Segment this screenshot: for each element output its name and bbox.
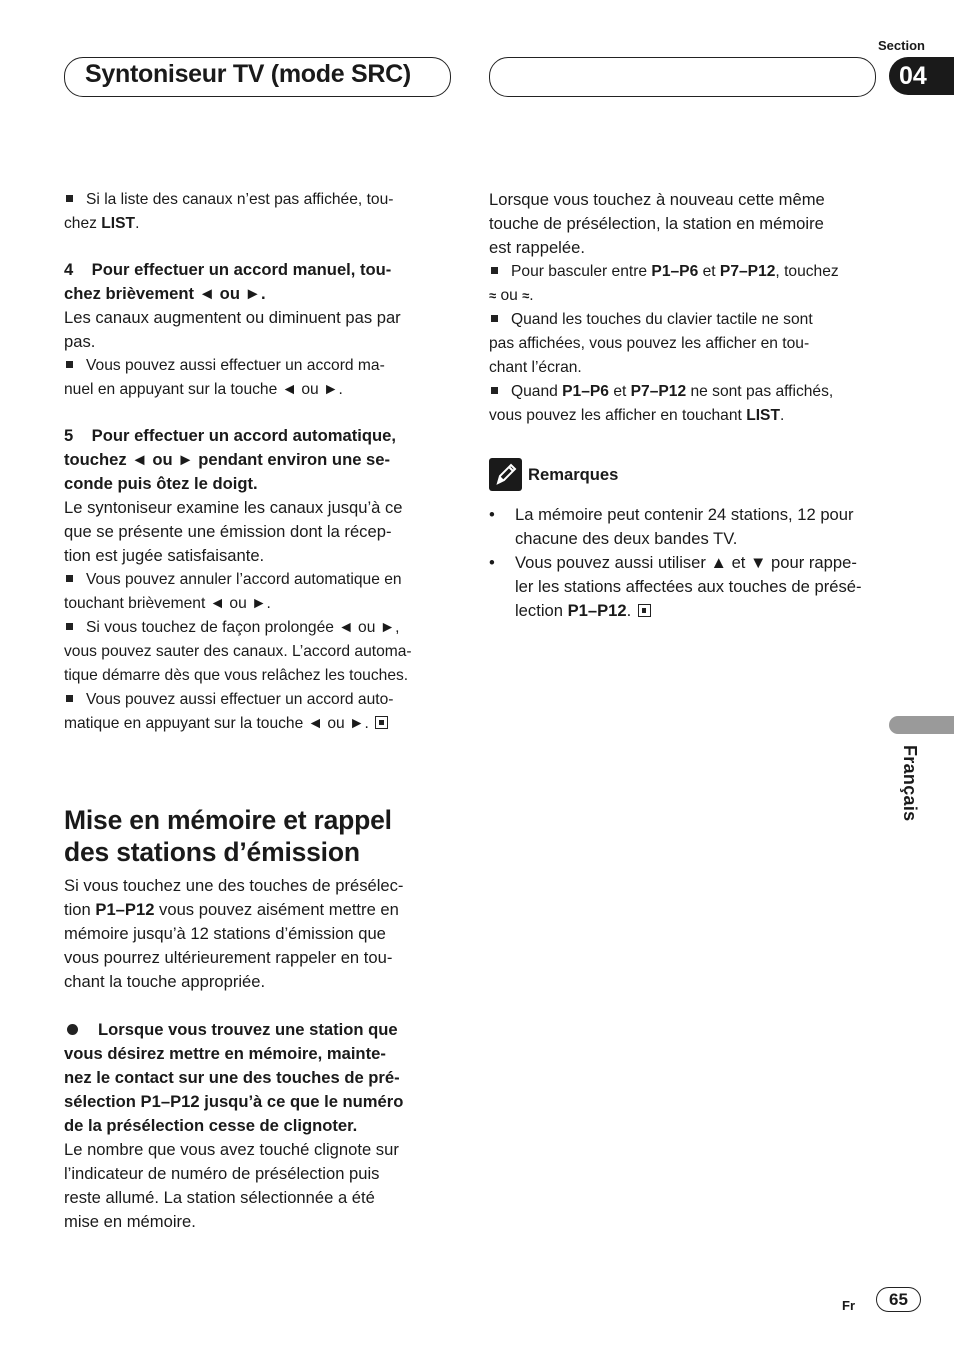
step-5-text: Le syntoniseur examine les canaux jusqu’à ce [64, 498, 403, 517]
recall-text: Lorsque vous touchez à nouveau cette même [489, 190, 825, 209]
left-column-lower: Mise en mémoire et rappel des stations d’émission Si vous touchez une des touches de présélec- tion P1–P12 vous pouvez aisément mettre en mémoire jusqu’à 12 stations d’émission que vous pourrez ultérieurement rappeler en tou- chant la touche appropriée. Lorsque vous trouvez une station que vous désirez mettre en mémoire, mainte- nez le contact sur une des touches de pré- sélection P1–P12 jusqu’à ce que le numéro de la présélection cesse de clignoter. Le nombre que vous avez touché clignote sur l’indicateur de numéro de présélection puis reste allumé. La station sélectionnée a été mise en mémoire. [64, 804, 454, 1234]
square-bullet-icon [491, 387, 498, 394]
bullet-skip-channels: Si vous touchez de façon prolongée ◄ ou ►, [64, 616, 454, 640]
header-title-frame [64, 57, 451, 97]
square-bullet-icon [66, 695, 73, 702]
language-label: Français [900, 745, 920, 822]
left-column: Si la liste des canaux n’est pas affichée, tou- chez LIST. 4 Pour effectuer un accord manuel, tou- chez brièvement ◄ ou ►. Les canaux augmentent ou diminuent pas par pas. Vous pouvez aussi effectuer un accord ma- nuel en appuyant sur la touche ◄ ou ►. 5 Pour effectuer un accord automatique, touchez ◄ ou ► pendant environ une se- conde puis ôtez le doigt. Le syntoniseur examine les canaux jusqu’à ce que se présente une émission dont la récep- tion est jugée satisfaisante. Vous pouvez annuler l’accord automatique en touchant brièvement ◄ ou ►. Si vous touchez de façon prolongée ◄ ou ►, vous pouvez sauter des canaux. L’accord automa- tique démarre dès que vous relâchez les touches. Vous pouvez aussi effectuer un accord auto- matique en appuyant sur la touche ◄ ou ►. [64, 188, 454, 736]
round-bullet-icon [67, 1024, 78, 1035]
store-instruction: Lorsque vous trouvez une station que [64, 1018, 454, 1042]
notes-heading: Remarques [489, 458, 884, 491]
note-pencil-icon [489, 458, 522, 491]
bullet-switch-presets: Pour basculer entre P1–P6 et P7–P12, touchez [489, 260, 884, 284]
square-bullet-icon [66, 623, 73, 630]
square-bullet-icon [66, 575, 73, 582]
section-label: Section [878, 38, 925, 53]
square-bullet-icon [491, 267, 498, 274]
bullet-show-keys: Quand les touches du clavier tactile ne sont [489, 308, 884, 332]
bullet-cancel-auto: Vous pouvez annuler l’accord automatique en [64, 568, 454, 592]
square-bullet-icon [66, 361, 73, 368]
end-mark-icon [638, 604, 651, 617]
double-chevron-up-icon: ≈ [489, 288, 497, 303]
bullet-show-presets: Quand P1–P6 et P7–P12 ne sont pas affichés, [489, 380, 884, 404]
square-bullet-icon [491, 315, 498, 322]
step-4-heading: 4 Pour effectuer un accord manuel, tou- [64, 260, 392, 279]
note-item: • Vous pouvez aussi utiliser ▲ et ▼ pour rappe- ler les stations affectées aux touches de présé- lection P1–P12. [489, 551, 884, 623]
page-number: 65 [876, 1287, 921, 1312]
step-4-text: Les canaux augmentent ou diminuent pas par [64, 308, 401, 327]
step-5-heading: 5 Pour effectuer un accord automatique, [64, 426, 396, 445]
page-title: Syntoniseur TV (mode SRC) [85, 60, 411, 88]
note-item: • La mémoire peut contenir 24 stations, 12 pour chacune des deux bandes TV. [489, 503, 884, 551]
header-blank-frame [489, 57, 876, 97]
bullet-manual-tuning: Vous pouvez aussi effectuer un accord ma- [64, 354, 454, 378]
double-chevron-down-icon: ≈ [522, 288, 530, 303]
bullet-list-hint: Si la liste des canaux n’est pas affichée, tou- [64, 188, 454, 212]
bullet-auto-key: Vous pouvez aussi effectuer un accord auto- [64, 688, 454, 712]
store-result-text: Le nombre que vous avez touché clignote sur [64, 1140, 399, 1159]
notes-list [489, 503, 884, 623]
language-tab [889, 716, 954, 734]
section-heading: Mise en mémoire et rappel [64, 805, 392, 835]
section-intro: Si vous touchez une des touches de présélec- [64, 876, 404, 895]
square-bullet-icon [66, 195, 73, 202]
section-number-badge: 04 [889, 57, 954, 95]
end-mark-icon [375, 716, 388, 729]
footer-lang-code: Fr [842, 1298, 855, 1313]
right-column: Lorsque vous touchez à nouveau cette même touche de présélection, la station en mémoire est rappelée. Pour basculer entre P1–P6 et P7–P12, touchez ≈ ou ≈. Quand les touches du clavier tactile ne sont pas affichées, vous pouvez les afficher en tou- chant l’écran. Quand P1–P6 et P7–P12 ne sont pas affichés, vous pouvez les afficher en touchant LIST. Remarques • La mémoire peut contenir 24 stations, 12 pour chacune des deux bandes TV. • Vous pouvez aussi utiliser ▲ et ▼ pour rappe- ler les stations affectées aux touches de présé- lection P1–P12. [489, 188, 884, 623]
